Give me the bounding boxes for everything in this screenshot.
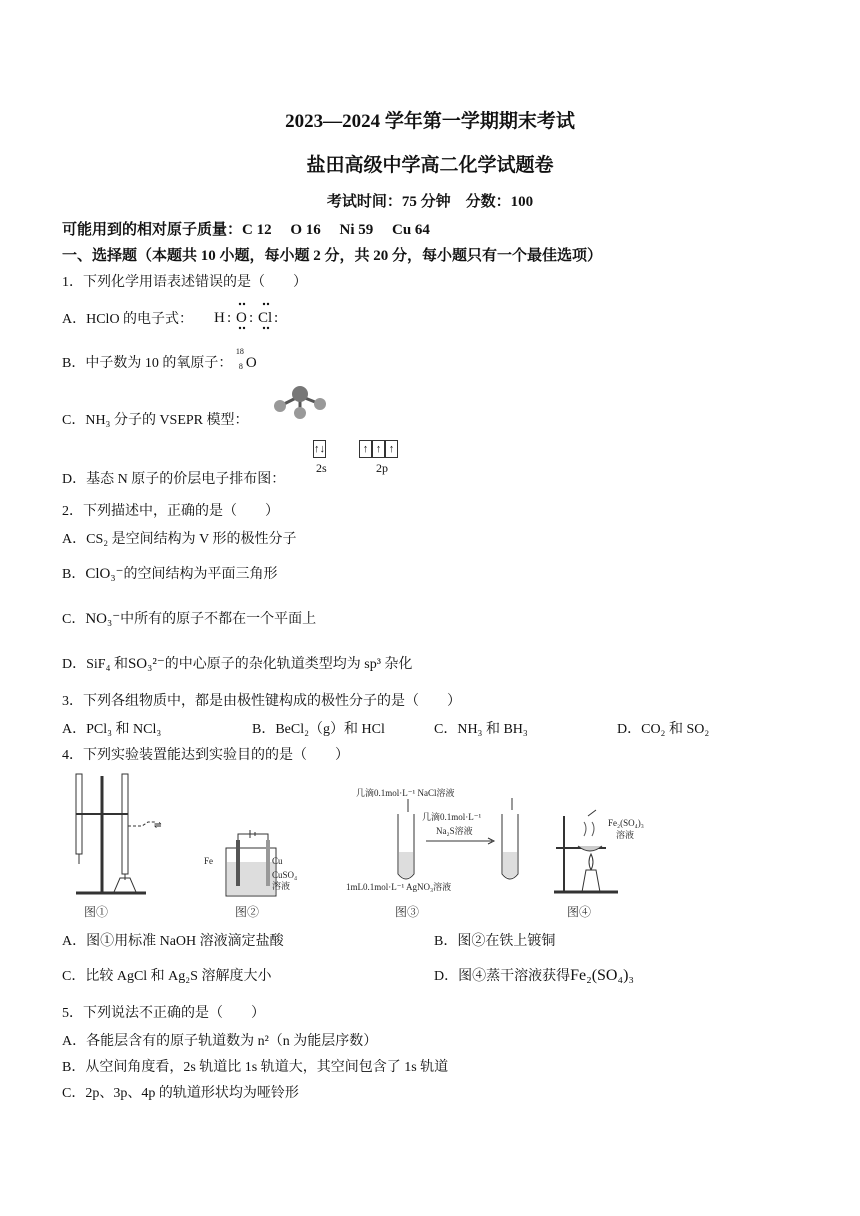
q2-option-b: B．ClO₃⁻的空间结构为平面三角形 (62, 566, 278, 582)
orbital-2p-label: 2p (376, 461, 388, 475)
figure-2-caption: 图② (235, 905, 260, 919)
q4-option-d: D．图④蒸干溶液获得Fe₂(SO₄)₃ (434, 967, 634, 984)
figure-3-caption: 图③ (395, 905, 420, 919)
fig3-na2s-conc-label: 几滴0.1mol·L⁻¹ (422, 812, 482, 822)
exam-info: 考试时间：75 分钟 分数：100 (326, 194, 534, 210)
q2-option-c: C．NO₃⁻中所有的原子不都在一个平面上 (62, 611, 317, 627)
svg-text::: : (227, 310, 232, 326)
fig2-cuso4-label: CuSO₄ (272, 870, 298, 880)
paper-title: 盐田高级中学高二化学试题卷 (306, 155, 554, 176)
fig3-agno3-label: 1mL0.1mol·L⁻¹ AgNO₃溶液 (346, 882, 452, 892)
q5-option-b: B．从空间角度看，2s 轨道比 1s 轨道大，其空间包含了 1s 轨道 (62, 1060, 449, 1075)
fig2-solution-label: 溶液 (272, 881, 291, 891)
figure-evaporation (548, 806, 658, 896)
svg-text:H: H (214, 310, 225, 326)
q1-option-b (62, 347, 262, 372)
svg-text:O: O (236, 310, 247, 326)
fig2-cu-label: Cu (272, 856, 283, 866)
q2-option-d: D．SiF₄ 和SO₃²⁻的中心原子的杂化轨道类型均为 sp³ 杂化 (62, 656, 413, 672)
fig3-na2s-label: Na₂S溶液 (436, 826, 473, 836)
q5-option-a: A．各能层含有的原子轨道数为 n²（n 为能层序数） (62, 1034, 378, 1049)
q3-option-d: D．CO₂ 和 SO₂ (617, 722, 710, 737)
q1-stem: 1．下列化学用语表述错误的是（ ） (62, 275, 307, 290)
q3-stem: 3．下列各组物质中，都是由极性键构成的极性分子的是（ ） (62, 694, 461, 709)
q1-option-c: C．NH₃ 分子的 VSEPR 模型： (62, 413, 249, 428)
q4-option-a: A．图①用标准 NaOH 溶液滴定盐酸 (62, 934, 284, 949)
exam-title: 2023—2024 学年第一学期期末考试 (285, 111, 575, 132)
svg-text:⇌: ⇌ (154, 820, 162, 830)
orbital-2p-box: ↑ (385, 440, 398, 458)
q2-option-a: A．CS₂ 是空间结构为 V 形的极性分子 (62, 532, 297, 547)
figure-titration (66, 768, 166, 898)
q1-option-d: D．基态 N 原子的价层电子排布图： (62, 472, 286, 487)
q3-option-a: A．PCl₃ 和 NCl₃ (62, 722, 162, 737)
q5-stem: 5．下列说法不正确的是（ ） (62, 1006, 265, 1021)
fig4-solution-label: 溶液 (616, 830, 635, 840)
q1-b-label: B．中子数为 10 的氧原子： (62, 356, 233, 371)
svg-text::: : (249, 310, 254, 326)
figure-test-tubes (342, 786, 532, 896)
q4-option-b: B．图②在铁上镀铜 (434, 934, 556, 949)
q3-option-b: B．BeCl₂（g）和 HCl (252, 722, 385, 737)
orbital-2s-box: ↑↓ (313, 440, 326, 458)
figure-4-caption: 图④ (567, 905, 592, 919)
q1-option-a (62, 308, 193, 328)
vsepr-model-figure (270, 384, 330, 420)
q2-stem: 2．下列描述中，正确的是（ ） (62, 504, 279, 519)
q5-option-c: C．2p、3p、4p 的轨道形状均为哑铃形 (62, 1086, 299, 1101)
orbital-diagram (313, 440, 398, 458)
section-heading: 一、选择题（本题共 10 小题，每小题 2 分，共 20 分，每小题只有一个最佳选项） (62, 248, 603, 264)
figure-electroplating (200, 830, 300, 900)
orbital-2s-label: 2s (316, 461, 327, 475)
atomic-mass-line: 可能用到的相对原子质量：C 12 O 16 Ni 59 Cu 64 (62, 222, 430, 238)
orbital-2p-box: ↑ (372, 440, 385, 458)
svg-text:Cl: Cl (258, 310, 273, 326)
svg-text::: : (274, 310, 279, 326)
fig4-solution-formula-label: Fe₂(SO₄)₃ (608, 818, 644, 828)
fig3-nacl-label: 几滴0.1mol·L⁻¹ NaCl溶液 (356, 788, 455, 798)
q1-a-label: A．HClO 的电子式： (62, 312, 194, 327)
electron-dot-diagram (212, 298, 292, 334)
q4-stem: 4．下列实验装置能达到实验目的的是（ ） (62, 748, 349, 763)
q1-a-electron-formula (212, 298, 292, 339)
fig2-fe-label: Fe (204, 856, 213, 866)
figure-1-caption: 图① (84, 905, 109, 919)
q3-option-c: C．NH₃ 和 BH₃ (434, 722, 528, 737)
oxygen-isotope: 18 8 O (235, 347, 257, 371)
orbital-2p-box: ↑ (359, 440, 372, 458)
q4-option-c: C．比较 AgCl 和 Ag₂S 溶解度大小 (62, 969, 272, 984)
